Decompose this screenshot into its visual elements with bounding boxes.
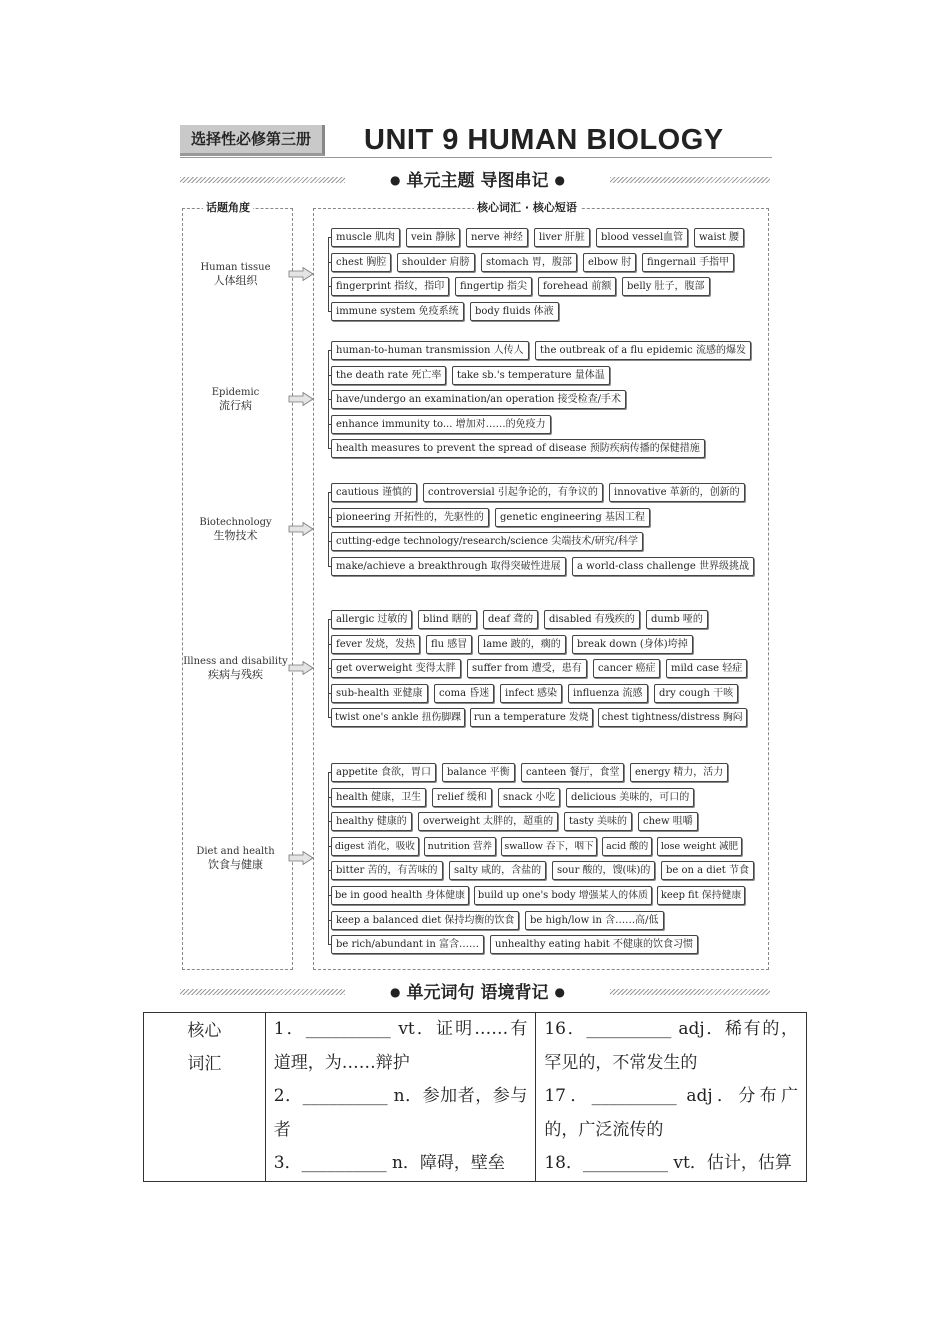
unit-title: UNIT 9 HUMAN BIOLOGY	[364, 124, 724, 156]
header-rule	[180, 157, 772, 158]
vocab-chip: elbow 肘	[583, 253, 636, 272]
vocab-chip: bitter 苦的，有苦味的	[331, 861, 443, 880]
vocab-chip: disabled 有残疾的	[544, 610, 640, 629]
vocab-chip: digest 消化，吸收	[331, 837, 419, 856]
vocab-chip: lose weight 减肥	[657, 837, 742, 856]
vocab-chip: pioneering 开拓性的，先驱性的	[331, 508, 489, 527]
vocab-chip: sub-health 亚健康	[331, 684, 428, 703]
vocab-item: 1．__________ vt．证明……有道理，为……辩护	[273, 1019, 528, 1073]
arrow-right-icon	[288, 661, 314, 675]
vocab-column-title: 核心词汇 · 核心短语	[474, 201, 580, 215]
topic-label-cn: 饮食与健康	[208, 858, 263, 872]
vocab-chip: chew 咀嚼	[638, 812, 698, 831]
topic-label-en: Biotechnology	[199, 516, 272, 528]
vocab-chip: muscle 肌肉	[331, 228, 400, 247]
vocab-item: 2．__________ n．参加者，参与者	[273, 1086, 528, 1140]
vocab-chip: snack 小吃	[498, 788, 560, 807]
banner-hatch	[610, 177, 770, 183]
vocab-chip: infect 感染	[500, 684, 562, 703]
vocab-chip: immune system 免疫系统	[331, 302, 464, 321]
mind-map	[180, 203, 770, 971]
vocab-chip: innovative 革新的，创新的	[609, 483, 745, 502]
vocab-chip: waist 腰	[694, 228, 744, 247]
vocab-chip: blood vessel血管	[596, 228, 688, 247]
vocab-chip: balance 平衡	[442, 763, 515, 782]
section-banner-theme: ● 单元主题 导图串记 ●	[180, 168, 770, 192]
vocab-chip: healthy 健康的	[331, 812, 412, 831]
vocab-chip: swallow 吞下，咽下	[501, 837, 598, 856]
vocab-chip: break down (身体)垮掉	[572, 635, 693, 654]
vocab-chip: sour 酸的，馊(味)的	[552, 861, 655, 880]
left-items-cell	[265, 1013, 536, 1182]
vocab-chip: dumb 哑的	[646, 610, 708, 629]
vocab-chip: genetic engineering 基因工程	[495, 508, 650, 527]
topic-label-cn: 生物技术	[213, 528, 258, 542]
vocab-chip: relief 缓和	[432, 788, 492, 807]
section-banner-words: ● 单元词句 语境背记 ●	[180, 980, 770, 1004]
vocab-chip: delicious 美味的，可口的	[566, 788, 694, 807]
vocab-chip: human-to-human transmission 人传人	[331, 341, 529, 360]
right-items-cell	[536, 1013, 807, 1182]
vocab-chip: make/achieve a breakthrough 取得突破性进展	[331, 557, 566, 576]
vocab-item: 17．__________ adj．分布广的，广泛流传的	[544, 1086, 798, 1140]
topic-label	[180, 386, 291, 412]
vocab-chip: cautious 谨慎的	[331, 483, 417, 502]
vocab-chip: enhance immunity to... 增加对……的免疫力	[331, 415, 551, 434]
vocab-chip: nerve 神经	[466, 228, 528, 247]
banner-theme-title: 单元主题 导图串记	[406, 171, 549, 191]
vocab-chip: get overweight 变得太胖	[331, 659, 461, 678]
vocab-chip: chest tightness/distress 胸闷	[598, 708, 747, 727]
vocab-chip: be rich/abundant in 富含……	[331, 935, 484, 954]
vocab-chip: keep fit 保持健康	[657, 886, 745, 905]
vocab-chip: keep a balanced diet 保持均衡的饮食	[331, 911, 519, 930]
topic-label-en: Diet and health	[196, 846, 275, 858]
vocab-chip: be in good health 身体健康	[331, 886, 469, 905]
vocab-chip: energy 精力，活力	[630, 763, 728, 782]
vocab-chip: take sb.'s temperature 量体温	[452, 366, 610, 385]
vocab-chip: shoulder 肩膀	[397, 253, 475, 272]
vocab-chip: dry cough 干咳	[654, 684, 738, 703]
vocab-chip: body fluids 体液	[470, 302, 559, 321]
vocab-item: 3．__________ n．障碍，壁垒	[273, 1153, 505, 1173]
topic-label	[180, 516, 291, 542]
topic-label-cn: 疾病与残疾	[208, 668, 263, 682]
topic-label-cn: 人体组织	[213, 273, 258, 287]
vocab-chip: fingerprint 指纹，指印	[331, 277, 449, 296]
topic-label-cn: 流行病	[219, 399, 252, 413]
arrow-right-icon	[288, 522, 314, 536]
vocab-chip: influenza 流感	[568, 684, 648, 703]
vocab-chip: cutting-edge technology/research/science 尖端技术/研究/科学	[331, 532, 643, 551]
vocab-chip: blind 瞎的	[418, 610, 477, 629]
vocab-chip: coma 昏迷	[434, 684, 494, 703]
vocab-chip: health measures to prevent the spread of disease 预防疾病传播的保健措施	[331, 439, 705, 458]
vocab-chip: health 健康，卫生	[331, 788, 426, 807]
banner-words-title: 单元词句 语境背记	[406, 983, 549, 1003]
topic-column-title: 话题角度	[203, 201, 253, 215]
topic-label-en: Human tissue	[200, 261, 271, 273]
vocab-chip: suffer from 遭受，患有	[467, 659, 587, 678]
banner-hatch	[180, 177, 345, 183]
vocab-chip: nutrition 营养	[424, 837, 496, 856]
vocab-chip: fever 发烧，发热	[331, 635, 420, 654]
vocab-chip: the death rate 死亡率	[331, 366, 446, 385]
vocab-chip: overweight 太胖的，超重的	[418, 812, 558, 831]
category-cell	[144, 1013, 266, 1182]
banner-hatch	[610, 989, 770, 995]
group-bracket	[328, 772, 329, 944]
vocab-chip: cancer 癌症	[593, 659, 660, 678]
vocab-chip: lame 跛的，瘸的	[478, 635, 566, 654]
vocab-chip: chest 胸腔	[331, 253, 391, 272]
vocab-chip: fingertip 指尖	[455, 277, 532, 296]
vocab-chip: twist one's ankle 扭伤脚踝	[331, 708, 465, 727]
vocab-chip: the outbreak of a flu epidemic 流感的爆发	[535, 341, 751, 360]
vocab-chip: run a temperature 发烧	[470, 708, 593, 727]
topic-label	[180, 261, 291, 287]
page-header	[180, 122, 772, 160]
vocab-chip: have/undergo an examination/an operation 接受检查/手术	[331, 390, 626, 409]
vocab-chip: mild case 轻症	[666, 659, 747, 678]
vocab-chip: a world-class challenge 世界级挑战	[572, 557, 754, 576]
vocab-item: 18．__________ vt．估计，估算	[544, 1153, 792, 1173]
vocab-table	[143, 1012, 807, 1182]
vocab-chip: canteen 餐厅，食堂	[521, 763, 624, 782]
topic-label	[180, 845, 291, 871]
vocab-chip: deaf 聋的	[483, 610, 538, 629]
vocab-chip: allergic 过敏的	[331, 610, 412, 629]
group-bracket	[328, 492, 329, 566]
vocab-chip: liver 肝脏	[534, 228, 590, 247]
vocab-chip: salty 咸的，含盐的	[449, 861, 546, 880]
topic-label	[180, 655, 291, 681]
arrow-right-icon	[288, 851, 314, 865]
topic-label-en: Epidemic	[211, 387, 260, 399]
group-bracket	[328, 237, 329, 311]
vocab-chip: appetite 食欲，胃口	[331, 763, 436, 782]
vocab-chip: stomach 胃，腹部	[481, 253, 577, 272]
book-volume-tag: 选择性必修第三册	[180, 125, 325, 156]
vocab-chip: tasty 美味的	[564, 812, 632, 831]
vocab-chip: be high/low in 含……高/低	[525, 911, 664, 930]
vocab-chip: controversial 引起争论的，有争议的	[423, 483, 603, 502]
banner-hatch	[180, 989, 345, 995]
arrow-right-icon	[288, 267, 314, 281]
vocab-chip: unhealthy eating habit 不健康的饮食习惯	[490, 935, 698, 954]
vocab-chip: acid 酸的	[602, 837, 652, 856]
table-row	[144, 1013, 807, 1182]
category-label: 核心词汇	[187, 1021, 222, 1074]
vocab-chip: build up one's body 增强某人的体质	[474, 886, 652, 905]
arrow-right-icon	[288, 392, 314, 406]
vocab-item: 16．__________ adj．稀有的，罕见的，不常发生的	[544, 1019, 798, 1073]
vocab-chip: fingernail 手指甲	[642, 253, 734, 272]
vocab-chip: be on a diet 节食	[661, 861, 754, 880]
topic-label-en: Illness and disability	[183, 656, 288, 668]
vocab-chip: belly 肚子，腹部	[622, 277, 710, 296]
vocab-chip: flu 感冒	[426, 635, 472, 654]
vocab-chip: forehead 前额	[538, 277, 616, 296]
vocab-chip: vein 静脉	[406, 228, 460, 247]
